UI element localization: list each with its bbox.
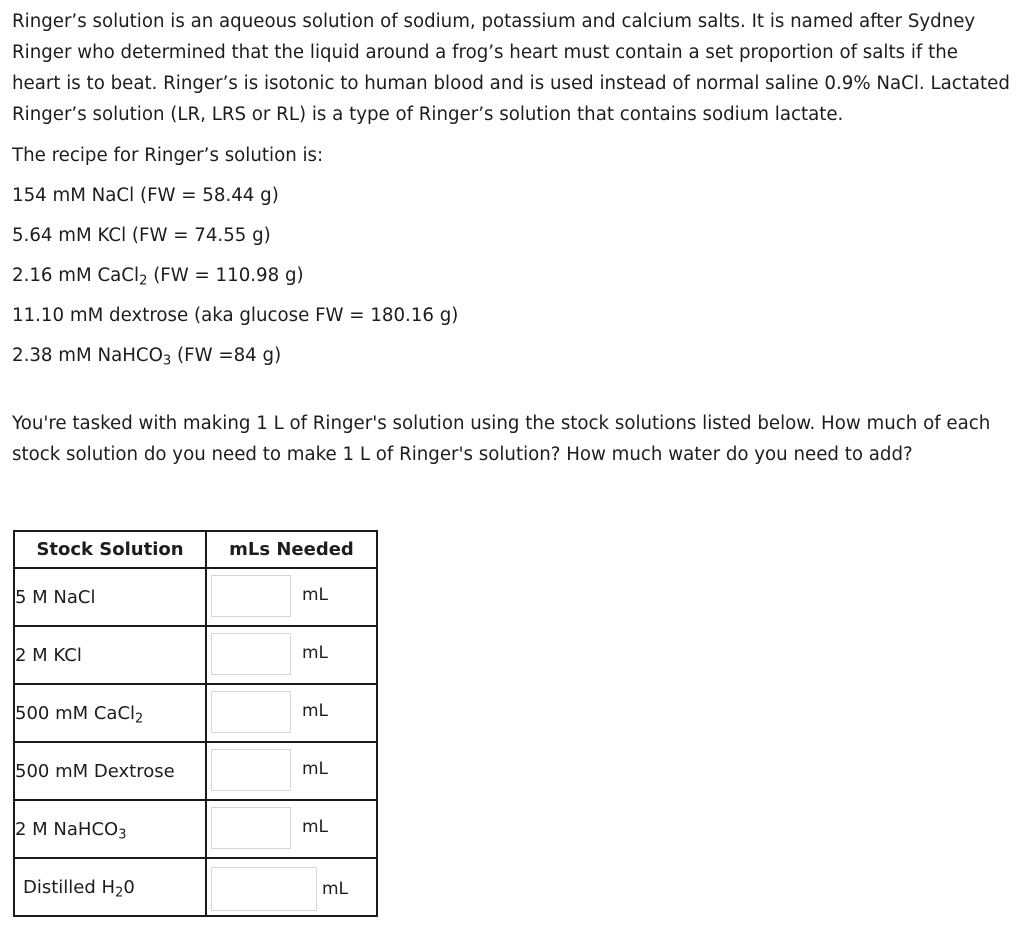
question-content [12,6,1012,465]
recipe-item-kcl: 5.64 mM KCl (FW = 74.55 g) [12,225,271,246]
stock-name-dextrose: 500 mM Dextrose [14,742,206,800]
stock-solution-table [13,530,378,917]
recipe-item-nahco3: 2.38 mM NaHCO$_3$ (FW =84 g) [12,345,282,369]
stock-name-cacl2: 500 mM CaCl$_2$ [14,684,206,742]
recipe-item-dextrose: 11.10 mM dextrose (aka glucose FW = 180.16 g) [12,305,459,326]
dextrose-ml-input[interactable] [211,749,291,791]
kcl-ml-input[interactable] [211,633,291,675]
recipe-item-cacl2: 2.16 mM CaCl$_2$ (FW = 110.98 g) [12,265,304,289]
header-stock-solution: Stock Solution [14,531,206,568]
table-row [14,568,377,626]
stock-name-water: Distilled $H_20$ [14,858,206,916]
recipe-heading: The recipe for Ringer’s solution is: [12,145,324,166]
unit-label: mL [302,585,329,605]
table-row [14,684,377,742]
task-paragraph: You're tasked with making 1 L of Ringer's solution using the stock solutions listed below. How much of each stock solution do you need to make 1 L of Ringer's solution? How much water do you need to add? [12,413,991,465]
unit-label: mL [322,879,349,899]
recipe-item-nacl: 154 mM NaCl (FW = 58.44 g) [12,185,279,206]
table-row [14,626,377,684]
header-mls-needed: mLs Needed [206,531,377,568]
unit-label: mL [302,817,329,837]
stock-name-kcl: 2 M KCl [14,626,206,684]
stock-name-nacl: 5 M NaCl [14,568,206,626]
cacl2-ml-input[interactable] [211,691,291,733]
intro-paragraph: Ringer’s solution is an aqueous solution of sodium, potassium and calcium salts. It is named after Sydney Ringer who determined that the liquid around a frog’s heart must contain a set proportion of salts if the heart is to beat. Ringer’s is isotonic to human blood and is used instead of normal saline 0.9% NaCl. Lactated Ringer’s solution (LR, LRS or RL) is a type of Ringer’s solution that contains sodium lactate. [12,11,1010,125]
nacl-ml-input[interactable] [211,575,291,617]
unit-label: mL [302,701,329,721]
stock-name-nahco3: 2 M NaHCO$_3$ [14,800,206,858]
table-row [14,858,377,916]
table-header-row [14,531,377,568]
unit-label: mL [302,643,329,663]
nahco3-ml-input[interactable] [211,807,291,849]
table-row [14,742,377,800]
table-row [14,800,377,858]
water-ml-input[interactable] [211,867,317,911]
unit-label: mL [302,759,329,779]
